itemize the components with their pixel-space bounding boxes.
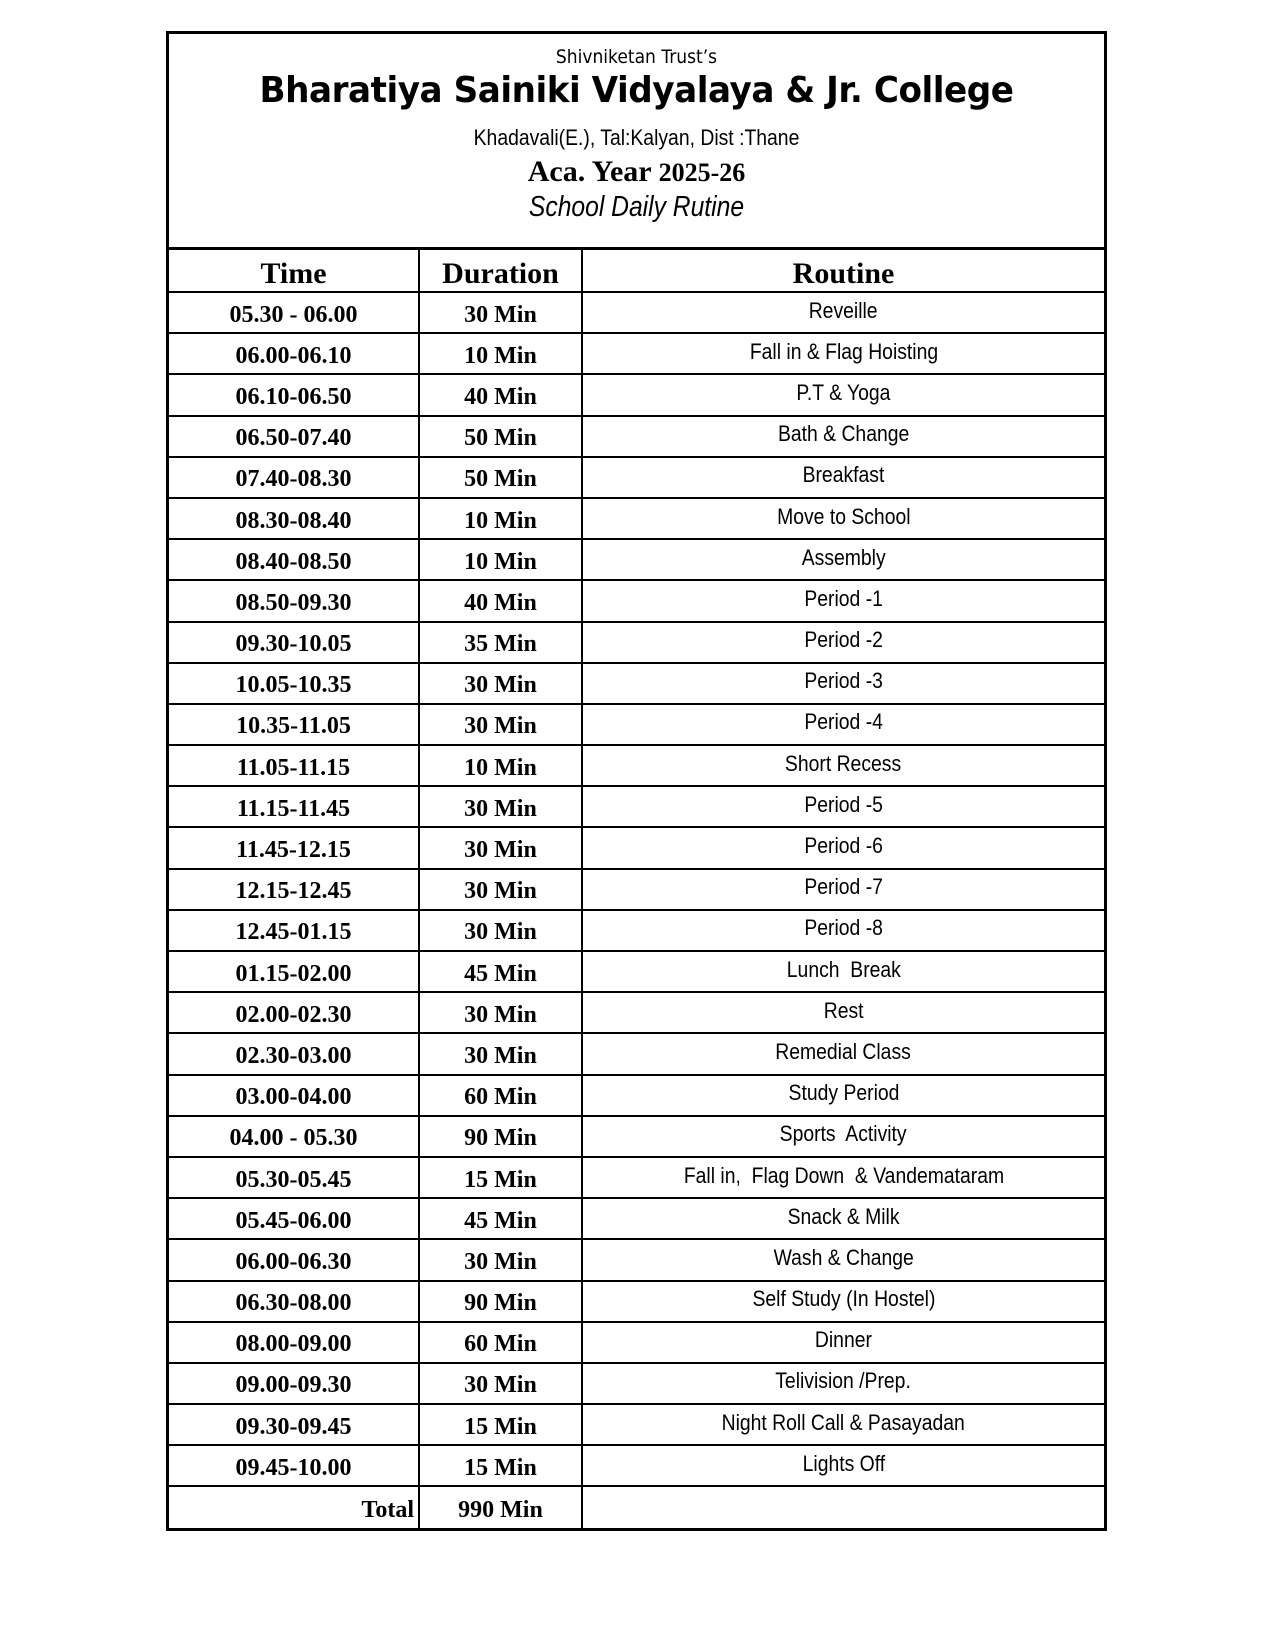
time-cell: 08.40-08.50 [169,539,419,580]
routine-cell [582,1281,1104,1322]
time-cell: 08.50-09.30 [169,580,419,621]
routine-text: Period -3 [804,668,883,694]
duration-cell: 60 Min [419,1322,582,1363]
time-cell: 06.50-07.40 [169,416,419,457]
time-cell: 10.05-10.35 [169,663,419,704]
duration-cell: 30 Min [419,1363,582,1404]
routine-cell [582,786,1104,827]
routine-cell [582,622,1104,663]
duration-cell: 30 Min [419,292,582,333]
routine-cell [582,1033,1104,1074]
duration-cell: 10 Min [419,745,582,786]
table-header-row [169,250,1104,292]
table-row [169,827,1104,868]
routine-cell [582,292,1104,333]
routine-text: Period -1 [804,585,883,611]
duration-cell: 30 Min [419,786,582,827]
routine-text: Period -7 [804,874,883,900]
routine-text: Rest [823,997,864,1023]
duration-cell: 45 Min [419,1198,582,1239]
duration-cell: 30 Min [419,910,582,951]
duration-cell: 30 Min [419,1033,582,1074]
table-row [169,1322,1104,1363]
duration-cell: 60 Min [419,1075,582,1116]
routine-cell [582,416,1104,457]
duration-cell: 30 Min [419,992,582,1033]
table-row [169,1281,1104,1322]
table-row [169,498,1104,539]
column-header-duration: Duration [419,250,582,292]
time-cell: 11.05-11.15 [169,745,419,786]
time-cell: 05.30 - 06.00 [169,292,419,333]
time-cell: 07.40-08.30 [169,457,419,498]
routine-cell [582,745,1104,786]
routine-cell [582,374,1104,415]
duration-cell: 35 Min [419,622,582,663]
routine-text: Period -8 [804,915,883,941]
table-row [169,869,1104,910]
college-address: Khadavali(E.), Tal:Kalyan, Dist :Thane [473,125,800,150]
column-header-time: Time [169,250,419,292]
trust-name: Shivniketan Trust’s [555,46,718,68]
table-row [169,580,1104,621]
table-row [169,992,1104,1033]
table-row [169,1033,1104,1074]
routine-text: Period -6 [804,833,883,859]
duration-cell: 10 Min [419,333,582,374]
college-name: Bharatiya Sainiki Vidyalaya & Jr. College [259,70,1014,111]
routine-text: Short Recess [785,750,902,776]
time-cell: 09.45-10.00 [169,1445,419,1486]
document-header [169,34,1104,250]
routine-text: Lights Off [802,1450,885,1476]
time-cell: 10.35-11.05 [169,704,419,745]
duration-cell: 30 Min [419,827,582,868]
table-row [169,622,1104,663]
table-row [169,1363,1104,1404]
duration-cell: 50 Min [419,416,582,457]
table-row [169,745,1104,786]
total-routine-cell [582,1486,1104,1527]
academic-year-value: 2025-26 [658,158,746,187]
duration-cell: 30 Min [419,663,582,704]
routine-text: Snack & Milk [787,1203,900,1229]
time-cell: 01.15-02.00 [169,951,419,992]
table-row [169,539,1104,580]
duration-cell: 90 Min [419,1116,582,1157]
duration-cell: 30 Min [419,704,582,745]
routine-text: Night Roll Call & Pasayadan [721,1409,966,1435]
routine-text: Study Period [788,1080,899,1106]
table-row [169,786,1104,827]
table-row [169,1157,1104,1198]
table-row [169,951,1104,992]
table-row [169,374,1104,415]
routine-text: Move to School [776,503,911,529]
routine-text: P.T & Yoga [796,379,891,405]
routine-cell [582,1075,1104,1116]
time-cell: 09.30-10.05 [169,622,419,663]
column-header-routine: Routine [582,250,1104,292]
academic-year-label: Aca. Year [527,155,652,188]
routine-cell [582,704,1104,745]
time-cell: 06.10-06.50 [169,374,419,415]
routine-text: Wash & Change [773,1244,914,1270]
table-row [169,1116,1104,1157]
routine-text: Telivision /Prep. [775,1368,912,1394]
routine-text: Bath & Change [777,421,910,447]
time-cell: 06.00-06.10 [169,333,419,374]
duration-cell: 15 Min [419,1404,582,1445]
table-row [169,1075,1104,1116]
routine-text: Period -4 [804,709,883,735]
routine-text: Remedial Class [775,1038,912,1064]
duration-cell: 15 Min [419,1157,582,1198]
time-cell: 11.15-11.45 [169,786,419,827]
routine-sheet [166,31,1107,1531]
table-row [169,1445,1104,1486]
routine-text: Fall in, Flag Down & Vandemataram [683,1162,1004,1188]
routine-cell [582,827,1104,868]
duration-cell: 40 Min [419,374,582,415]
time-cell: 12.45-01.15 [169,910,419,951]
time-cell: 06.00-06.30 [169,1239,419,1280]
routine-cell [582,992,1104,1033]
routine-cell [582,1239,1104,1280]
routine-text: Reveille [809,297,878,323]
duration-cell: 10 Min [419,498,582,539]
routine-cell [582,1445,1104,1486]
time-cell: 02.00-02.30 [169,992,419,1033]
table-row [169,292,1104,333]
time-cell: 05.30-05.45 [169,1157,419,1198]
routine-cell [582,910,1104,951]
duration-cell: 50 Min [419,457,582,498]
duration-cell: 30 Min [419,1239,582,1280]
routine-text: Self Study (In Hostel) [752,1286,935,1312]
duration-cell: 45 Min [419,951,582,992]
routine-cell [582,869,1104,910]
routine-text: Sports Activity [780,1121,907,1147]
routine-text: Assembly [801,544,886,570]
routine-table-body [169,292,1104,1486]
routine-cell [582,1404,1104,1445]
time-cell: 11.45-12.15 [169,827,419,868]
routine-text: Lunch Break [786,956,901,982]
routine-cell [582,1116,1104,1157]
document-subtitle: School Daily Rutine [528,191,745,223]
routine-cell [582,1198,1104,1239]
routine-cell [582,1322,1104,1363]
routine-cell [582,333,1104,374]
time-cell: 08.00-09.00 [169,1322,419,1363]
table-row [169,416,1104,457]
table-row [169,663,1104,704]
routine-cell [582,663,1104,704]
routine-text: Dinner [814,1327,873,1353]
total-value: 990 Min [419,1486,582,1527]
routine-cell [582,498,1104,539]
routine-text: Period -5 [804,791,883,817]
table-row [169,704,1104,745]
time-cell: 03.00-04.00 [169,1075,419,1116]
time-cell: 12.15-12.45 [169,869,419,910]
table-row [169,457,1104,498]
table-row [169,910,1104,951]
routine-cell [582,951,1104,992]
routine-cell [582,1363,1104,1404]
routine-cell [582,457,1104,498]
routine-table [169,250,1104,1528]
routine-cell [582,580,1104,621]
time-cell: 09.30-09.45 [169,1404,419,1445]
table-row [169,1404,1104,1445]
duration-cell: 90 Min [419,1281,582,1322]
table-row [169,1239,1104,1280]
routine-cell [582,539,1104,580]
time-cell: 04.00 - 05.30 [169,1116,419,1157]
time-cell: 05.45-06.00 [169,1198,419,1239]
duration-cell: 30 Min [419,869,582,910]
academic-year [169,155,1104,189]
total-row [169,1486,1104,1527]
time-cell: 09.00-09.30 [169,1363,419,1404]
duration-cell: 15 Min [419,1445,582,1486]
routine-text: Period -2 [804,627,883,653]
duration-cell: 10 Min [419,539,582,580]
time-cell: 06.30-08.00 [169,1281,419,1322]
table-row [169,333,1104,374]
time-cell: 08.30-08.40 [169,498,419,539]
duration-cell: 40 Min [419,580,582,621]
routine-text: Breakfast [802,462,885,488]
routine-cell [582,1157,1104,1198]
time-cell: 02.30-03.00 [169,1033,419,1074]
routine-text: Fall in & Flag Hoisting [749,338,938,364]
table-row [169,1198,1104,1239]
total-label: Total [169,1486,419,1527]
